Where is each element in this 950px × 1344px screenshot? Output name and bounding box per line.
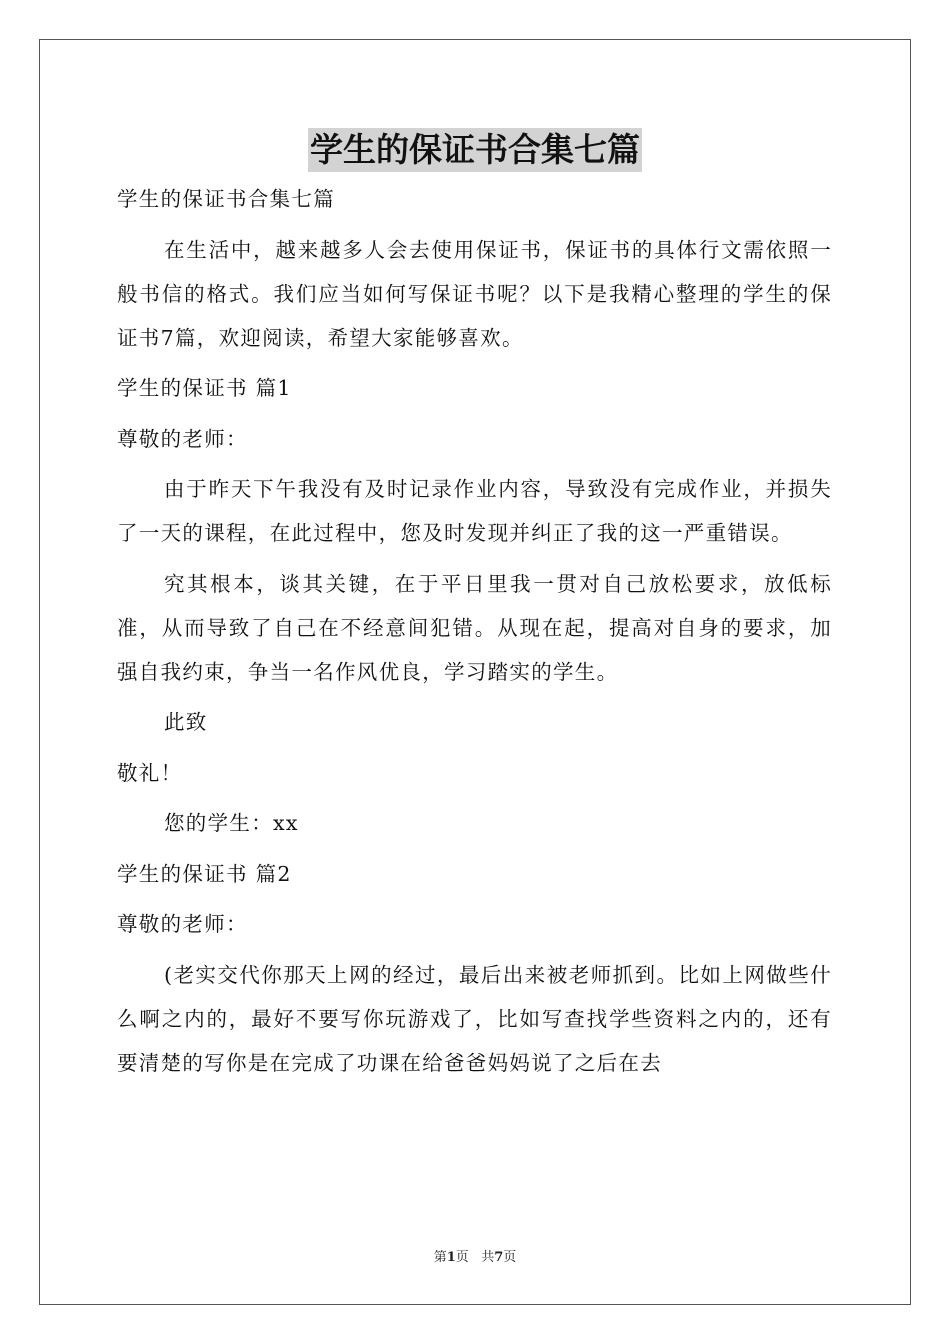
title-container [0, 128, 950, 172]
total-pages: 7 [494, 1250, 504, 1265]
closing: 此致 [164, 710, 208, 734]
signature: 您的学生：xx [164, 811, 299, 835]
paragraph: 在生活中，越来越多人会去使用保证书，保证书的具体行文需依照一般书信的格式。我们应当如何写保证书呢？以下是我精心整理的学生的保证书7篇，欢迎阅读，希望大家能够喜欢。 [117, 237, 832, 350]
paragraph: 学生的保证书合集七篇 [117, 187, 335, 211]
paragraph: (老实交代你那天上网的经过，最后出来被老师抓到。比如上网做些什么啊之内的，最好不要写你玩游戏了，比如写查找学些资料之内的，还有要清楚的写你是在完成了功课在给爸爸妈妈说了之后在去 [117, 962, 832, 1075]
document-title: 学生的保证书合集七篇 [308, 128, 642, 172]
total-prefix: 共 [481, 1250, 495, 1265]
document-body [117, 177, 832, 1091]
section-heading: 学生的保证书 篇2 [117, 861, 292, 886]
salutation: 尊敬的老师： [117, 912, 248, 936]
closing-regards: 敬礼！ [117, 760, 183, 785]
page-footer [0, 1246, 950, 1265]
page-suffix: 页 [455, 1250, 469, 1265]
section-heading: 学生的保证书 篇1 [117, 376, 292, 400]
paragraph: 由于昨天下午我没有及时记录作业内容，导致没有完成作业，并损失了一天的课程，在此过程中，您及时发现并纠正了我的这一严重错误。 [117, 477, 832, 545]
salutation: 尊敬的老师： [117, 426, 248, 451]
total-suffix: 页 [503, 1250, 517, 1265]
page-prefix: 第 [433, 1250, 447, 1265]
paragraph: 究其根本，谈其关键，在于平日里我一贯对自己放松要求，放低标准，从而导致了自己在不经意间犯错。从现在起，提高对自身的要求，加强自我约束，争当一名作风优良，学习踏实的学生。 [117, 571, 832, 684]
page-number: 1 [446, 1250, 456, 1265]
